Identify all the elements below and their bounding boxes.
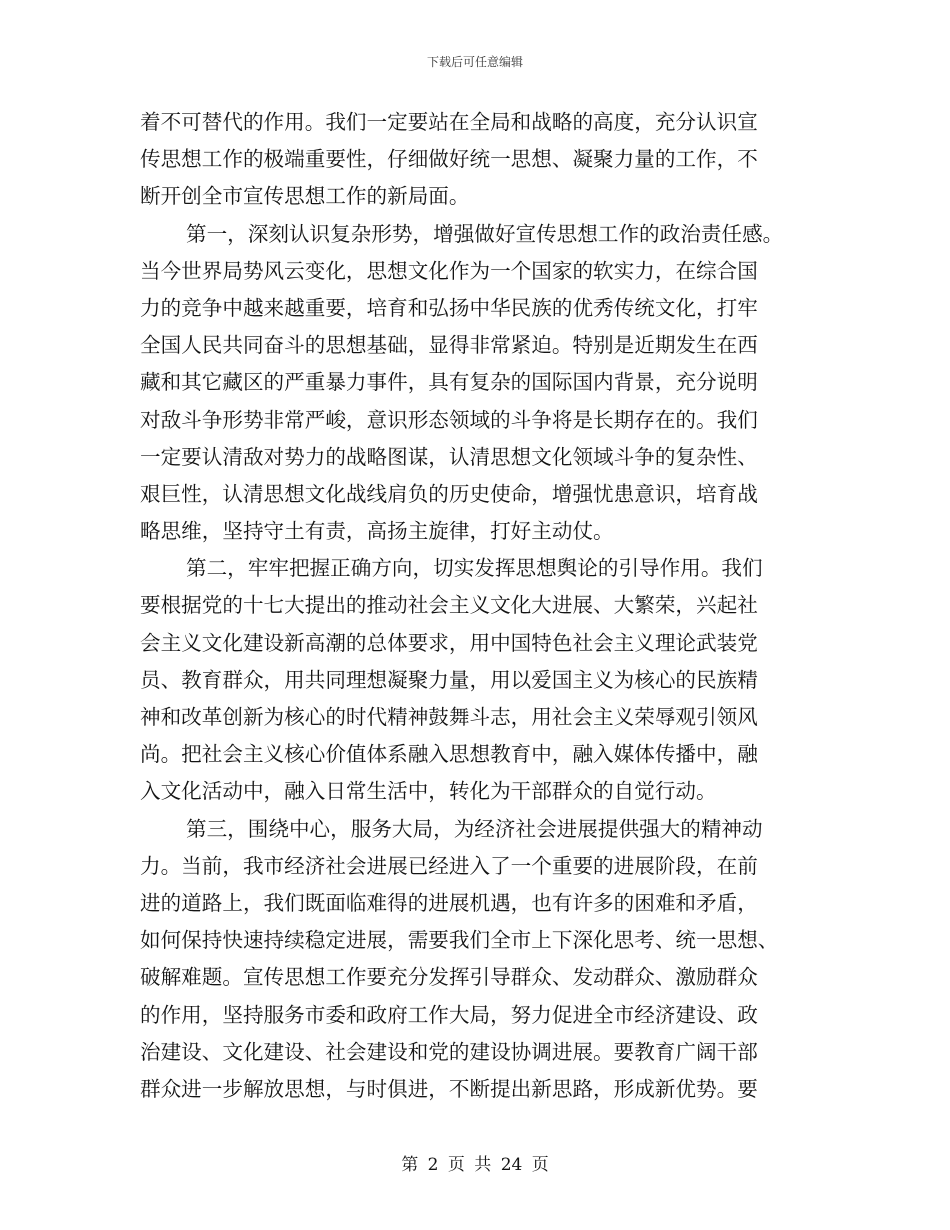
text-line: 治建设、文化建设、社会建设和党的建设协调进展。要教育广阔干部 <box>140 1039 758 1064</box>
text-line: 断开创全市宣传思想工作的新局面。 <box>140 184 470 209</box>
text-line: 员、教育群众，用共同理想凝聚力量，用以爱国主义为核心的民族精 <box>140 667 758 692</box>
text-line: 神和改革创新为核心的时代精神鼓舞斗志，用社会主义荣辱观引领风 <box>140 705 758 729</box>
text-line: 群众进一步解放思想，与时俱进，不断提出新思路，形成新优势。要 <box>140 1076 758 1101</box>
paragraph-first-line: 第一，深刻认识复杂形势，增强做好宣传思想工作的政治责任感。 <box>186 221 784 246</box>
text-line: 着不可替代的作用。我们一定要站在全局和战略的高度，充分认识宣 <box>140 110 758 134</box>
text-line: 破解难题。宣传思想工作要充分发挥引导群众、发动群众、激励群众 <box>140 965 758 990</box>
document-body <box>140 104 812 1108</box>
paragraph-first-line: 第二，牢牢把握正确方向，切实发挥思想舆论的引导作用。我们 <box>186 556 763 581</box>
text-line: 入文化活动中，融入日常生活中，转化为干部群众的自觉行动。 <box>140 779 717 804</box>
page-number: 第 2 页 共 24 页 <box>401 1155 549 1175</box>
text-line: 进的道路上，我们既面临难得的进展机遇，也有许多的困难和矛盾， <box>140 890 758 915</box>
text-line: 当今世界局势风云变化，思想文化作为一个国家的软实力，在综合国 <box>140 258 758 283</box>
text-line: 的作用，坚持服务市委和政府工作大局，努力促进全市经济建设、政 <box>140 1002 758 1027</box>
text-line: 一定要认清敌对势力的战略图谋，认清思想文化领域斗争的复杂性、 <box>140 444 758 469</box>
page-header: 下载后可任意编辑 <box>426 55 523 69</box>
text-line: 要根据党的十七大提出的推动社会主义文化大进展、大繁荣，兴起社 <box>140 593 758 618</box>
text-line: 如何保持快速持续稳定进展，需要我们全市上下深化思考、统一思想、 <box>140 928 779 953</box>
text-line: 力。当前，我市经济社会进展已经进入了一个重要的进展阶段，在前 <box>140 853 758 878</box>
text-line: 略思维，坚持守土有责，高扬主旋律，打好主动仗。 <box>140 519 614 544</box>
text-line: 力的竞争中越来越重要，培育和弘扬中华民族的优秀传统文化，打牢 <box>140 295 758 320</box>
text-line: 藏和其它藏区的严重暴力事件，具有复杂的国际国内背景，充分说明 <box>140 370 758 395</box>
text-line: 艰巨性，认清思想文化战线肩负的历史使命，增强忧患意识，培育战 <box>140 481 758 506</box>
text-line: 传思想工作的极端重要性，仔细做好统一思想、凝聚力量的工作，不 <box>140 147 758 172</box>
text-line: 对敌斗争形势非常严峻，意识形态领域的斗争将是长期存在的。我们 <box>140 407 758 432</box>
text-line: 会主义文化建设新高潮的总体要求，用中国特色社会主义理论武装党 <box>140 630 758 655</box>
paragraph-first-line: 第三，围绕中心，服务大局，为经济社会进展提供强大的精神动 <box>186 816 763 841</box>
text-line: 全国人民共同奋斗的思想基础，显得非常紧迫。特别是近期发生在西 <box>140 333 758 358</box>
text-line: 尚。把社会主义核心价值体系融入思想教育中，融入媒体传播中，融 <box>140 742 758 767</box>
